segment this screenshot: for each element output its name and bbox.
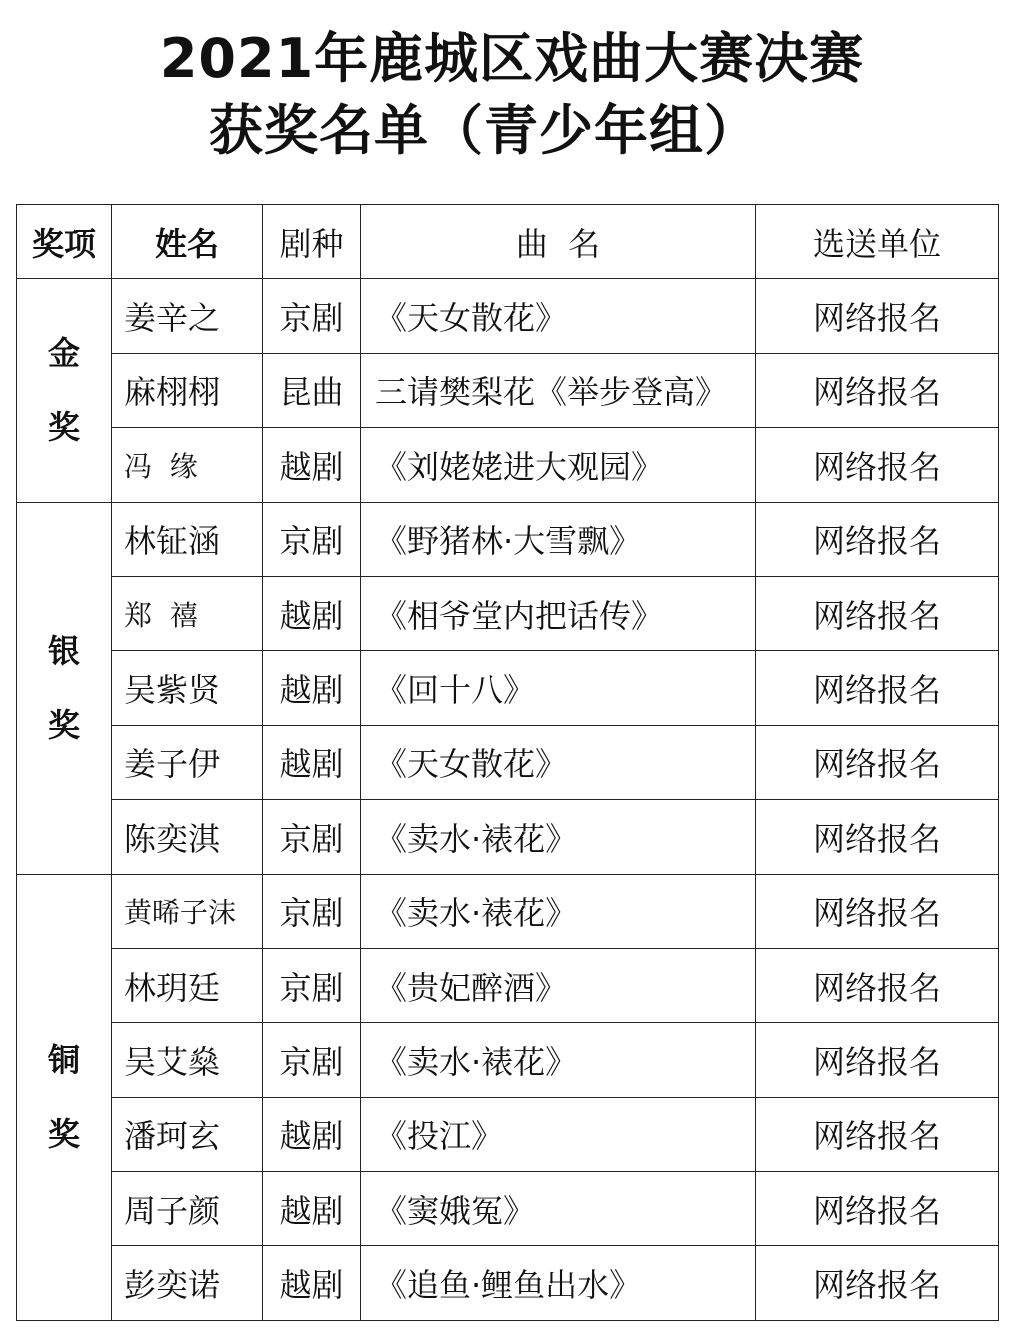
title-line-2: 获奖名单（青少年组） [209,99,759,162]
award-char: 银 [47,632,80,671]
song-cell: 《卖水·裱花》 [361,800,756,874]
table-row [17,800,999,874]
song-cell: 三请樊梨花《举步登高》 [361,353,756,427]
genre-cell: 京剧 [263,1023,361,1097]
song-cell: 《窦娥冤》 [361,1172,756,1246]
unit-cell: 网络报名 [756,279,999,353]
unit-cell: 网络报名 [756,651,999,725]
unit-cell: 网络报名 [756,428,999,502]
unit-cell: 网络报名 [756,1097,999,1171]
unit-cell: 网络报名 [756,800,999,874]
name-cell: 吴艾燊 [112,1023,263,1097]
name-cell: 吴紫贤 [112,651,263,725]
table-row [17,279,999,353]
header-award: 奖项 [17,205,112,279]
genre-cell: 越剧 [263,725,361,799]
name-cell: 麻栩栩 [112,353,263,427]
unit-cell: 网络报名 [756,502,999,576]
table-row [17,428,999,502]
award-char: 奖 [47,1115,80,1154]
award-table [16,204,999,1321]
unit-cell: 网络报名 [756,1023,999,1097]
song-cell: 《相爷堂内把话传》 [361,576,756,650]
name-cell: 周子颜 [112,1172,263,1246]
header-song: 曲 名 [361,205,756,279]
song-cell: 《卖水·裱花》 [361,1023,756,1097]
table-row [17,1246,999,1320]
header-genre: 剧种 [263,205,361,279]
table-row [17,1023,999,1097]
unit-cell: 网络报名 [756,353,999,427]
song-cell: 《天女散花》 [361,279,756,353]
table-row [17,353,999,427]
table-row [17,874,999,948]
song-cell: 《天女散花》 [361,725,756,799]
genre-cell: 越剧 [263,428,361,502]
table-row [17,651,999,725]
award-cell [17,874,112,1320]
genre-cell: 越剧 [263,1097,361,1171]
genre-cell: 昆曲 [263,353,361,427]
unit-cell: 网络报名 [756,576,999,650]
title-line-1: 2021年鹿城区戏曲大赛决赛 [159,27,865,90]
unit-cell: 网络报名 [756,948,999,1022]
genre-cell: 京剧 [263,948,361,1022]
table-header-row [17,205,999,279]
table-row [17,725,999,799]
genre-cell: 京剧 [263,874,361,948]
unit-cell: 网络报名 [756,725,999,799]
genre-cell: 越剧 [263,1246,361,1320]
award-char: 铜 [47,1041,80,1080]
genre-cell: 京剧 [263,502,361,576]
name-cell: 林钲涵 [112,502,263,576]
table-row [17,1172,999,1246]
table-row [17,576,999,650]
song-cell: 《回十八》 [361,651,756,725]
table-row [17,502,999,576]
song-cell: 《卖水·裱花》 [361,874,756,948]
name-cell: 林玥廷 [112,948,263,1022]
name-cell: 潘珂玄 [112,1097,263,1171]
header-unit: 选送单位 [756,205,999,279]
song-cell: 《投江》 [361,1097,756,1171]
name-cell: 郑 禧 [112,576,263,650]
name-cell: 姜子伊 [112,725,263,799]
name-cell: 冯 缘 [112,428,263,502]
name-cell: 陈奕淇 [112,800,263,874]
song-cell: 《追鱼·鲤鱼出水》 [361,1246,756,1320]
song-cell: 《贵妃醉酒》 [361,948,756,1022]
table-row [17,948,999,1022]
genre-cell: 越剧 [263,1172,361,1246]
unit-cell: 网络报名 [756,1246,999,1320]
unit-cell: 网络报名 [756,1172,999,1246]
award-cell [17,502,112,874]
genre-cell: 京剧 [263,279,361,353]
unit-cell: 网络报名 [756,874,999,948]
genre-cell: 京剧 [263,800,361,874]
song-cell: 《刘姥姥进大观园》 [361,428,756,502]
table-row [17,1097,999,1171]
award-char: 金 [47,334,80,373]
name-cell: 彭奕诺 [112,1246,263,1320]
genre-cell: 越剧 [263,576,361,650]
genre-cell: 越剧 [263,651,361,725]
award-char: 奖 [47,408,80,447]
award-char: 奖 [47,706,80,745]
name-cell: 姜辛之 [112,279,263,353]
name-cell: 黄晞子沫 [112,874,263,948]
header-name: 姓名 [112,205,263,279]
song-cell: 《野猪林·大雪飘》 [361,502,756,576]
award-cell [17,279,112,502]
